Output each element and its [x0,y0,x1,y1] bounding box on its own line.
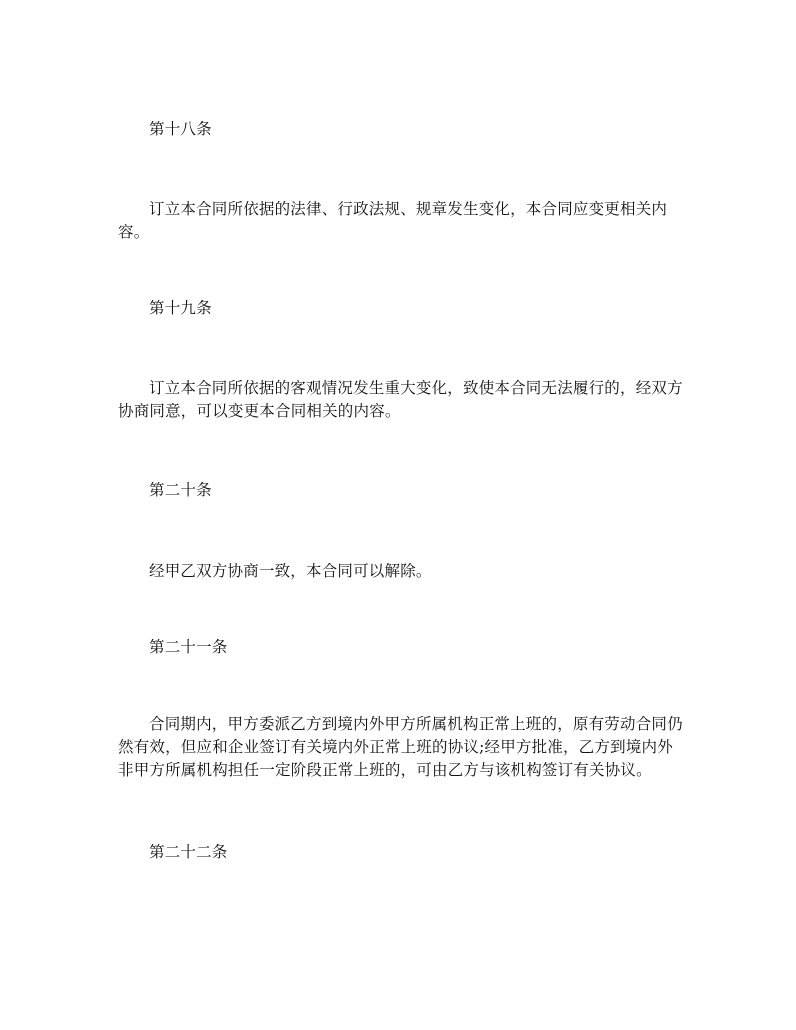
article-18-text: 订立本合同所依据的法律、行政法规、规章发生变化，本合同应变更相关内容。 [118,200,668,241]
article-20-text: 经甲乙双方协商一致，本合同可以解除。 [149,562,432,580]
article-21-heading: 第二十一条 [149,638,228,656]
article-22-heading: 第二十二条 [149,843,228,861]
article-20-heading: 第二十条 [149,481,212,499]
article-19-text: 订立本合同所依据的客观情况发生重大变化，致使本合同无法履行的，经双方协商同意，可以变更本合同相关的内容。 [118,379,683,420]
article-21-text: 合同期内，甲方委派乙方到境内外甲方所属机构正常上班的，原有劳动合同仍然有效，但应和企业签订有关境内外正常上班的协议;经甲方批准，乙方到境内外非甲方所属机构担任一定阶段正常上班的，可由乙方与该机构签订有关协议。 [118,715,683,779]
article-18-heading: 第十八条 [149,120,212,138]
article-19-heading: 第十九条 [149,299,212,317]
